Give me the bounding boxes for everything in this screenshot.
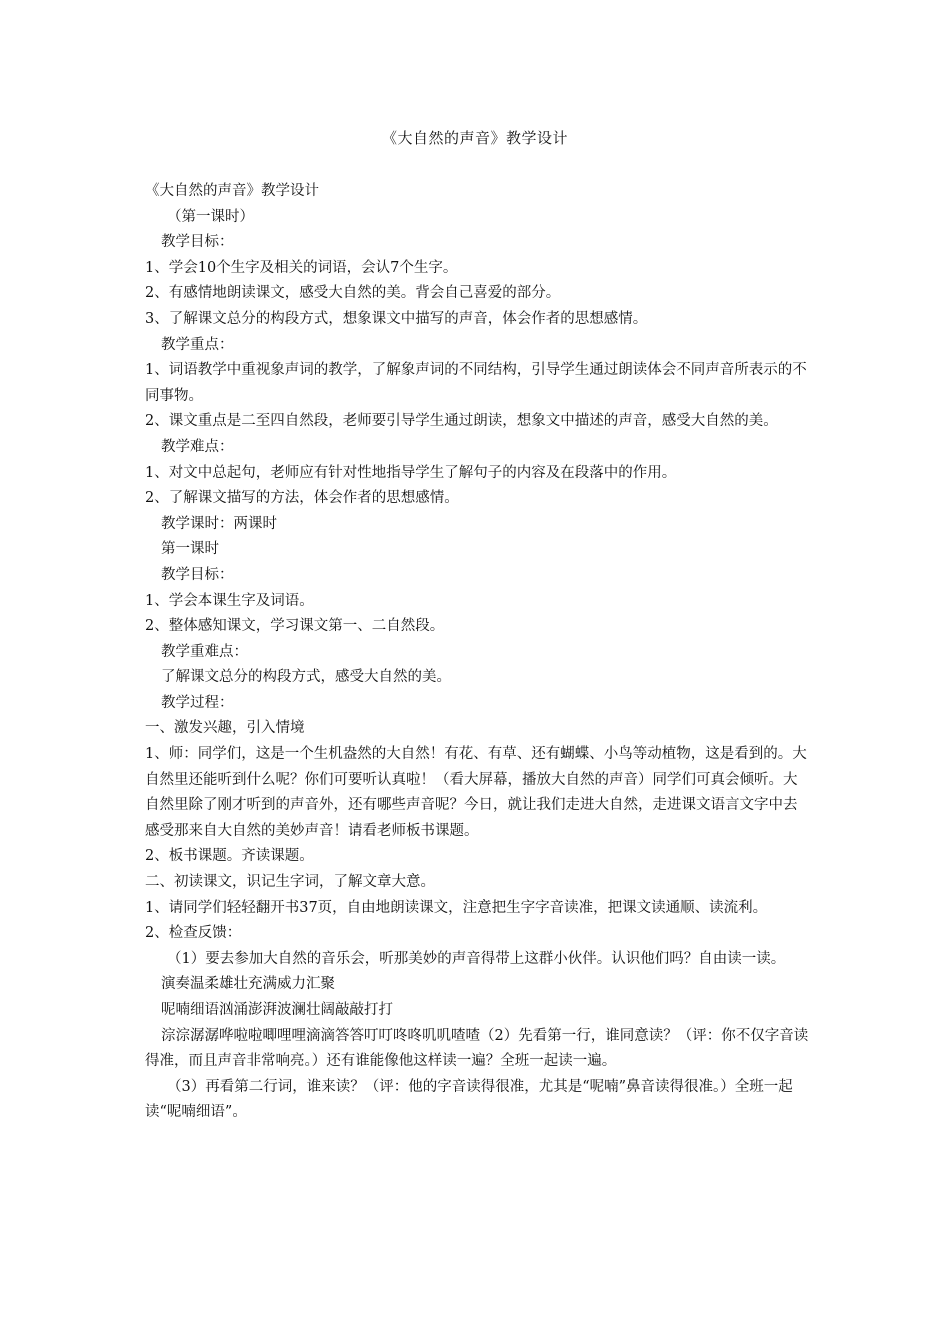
paragraph-class-hours: 教学课时：两课时 [161,515,277,532]
paragraph-goal-1: 1、学会10个生字及相关的词语，会认7个生字。 [145,259,458,276]
paragraph-key-difficulty: 了解课文总分的构段方式，感受大自然的美。 [161,669,451,686]
paragraph-difficulty-2: 2、了解课文描写的方法，体会作者的思想感情。 [145,490,459,507]
paragraph-read-aloud: 1、请同学们轻轻翻开书37页，自由地朗读课文，注意把生字字音读准，把课文读通顺、读流利。 [145,899,768,916]
document-title: 《大自然的声音》教学设计 [381,129,568,147]
paragraph-first-lesson: 第一课时 [161,541,219,558]
paragraph-step-1-heading: 一、激发兴趣，引入情境 [145,720,305,737]
paragraph-heading: 《大自然的声音》教学设计 [145,183,319,199]
paragraph-difficulties-heading: 教学难点： [161,438,234,455]
paragraph-feedback-1: （1）要去参加大自然的音乐会，听那美妙的声音得带上这群小伙伴。认识他们吗？自由读一读。 [167,950,786,967]
paragraph-lesson-goal-1: 1、学会本课生字及词语。 [145,592,314,609]
document-body [145,179,811,1126]
paragraph-goals-heading: 教学目标： [161,234,234,251]
paragraph-word-row-1: 演奏温柔雄壮充满威力汇聚 [161,976,335,993]
paragraph-goals-heading-2: 教学目标： [161,566,234,583]
paragraph-board-title: 2、板书课题。齐读课题。 [145,848,314,865]
paragraph-check-feedback: 2、检查反馈： [145,925,242,942]
paragraph-step-2-heading: 二、初读课文，识记生字词，了解文章大意。 [145,874,435,891]
paragraph-key-points-heading: 教学重点： [161,336,234,353]
paragraph-difficulty-1: 1、对文中总起句，老师应有针对性地指导学生了解句子的内容及在段落中的作用。 [145,464,677,481]
paragraph-process-heading: 教学过程： [161,694,234,711]
paragraph-key-difficulties-heading: 教学重难点： [161,643,248,660]
paragraph-feedback-3: （3）再看第二行词，谁来读？（评：他的字音读得很准，尤其是“呢喃”鼻音读得很准。）全班一起读“呢喃细语”。 [145,1078,793,1121]
paragraph-key-point-2: 2、课文重点是二至四自然段，老师要引导学生通过朗读，想象文中描述的声音，感受大自然的美。 [145,413,778,430]
paragraph-word-row-3: 淙淙潺潺哗啦啦唧哩哩滴滴答答叮叮咚咚叽叽喳喳（2）先看第一行，谁同意读？（评：你不仅字音读得准，而且声音非常响亮。）还有谁能像他这样读一遍？全班一起读一遍。 [145,1027,809,1070]
paragraph-key-point-1: 1、词语教学中重视象声词的教学，了解象声词的不同结构，引导学生通过朗读体会不同声音所表示的不同事物。 [145,362,807,404]
paragraph-goal-3: 3、了解课文总分的构段方式，想象课文中描写的声音，体会作者的思想感情。 [145,310,648,327]
paragraph-lesson-number: （第一课时） [167,208,254,225]
paragraph-lesson-goal-2: 2、整体感知课文，学习课文第一、二自然段。 [145,618,445,635]
paragraph-teacher-intro: 1、师：同学们，这是一个生机盎然的大自然！有花、有草、还有蝴蝶、小鸟等动植物，这是看到的。大自然里还能听到什么呢？你们可要听认真啦！（看大屏幕，播放大自然的声音）同学们可真会倾听。大自然里除了刚才听到的声音外，还有哪些声音呢？今日，就让我们走进大自然，走进课文语言文字中去感受那来自大自然的美妙声音！请看老师板书课题。 [145,746,807,839]
paragraph-goal-2: 2、有感情地朗读课文，感受大自然的美。背会自己喜爱的部分。 [145,285,561,302]
paragraph-word-row-2: 呢喃细语汹涌澎湃波澜壮阔敲敲打打 [161,1002,393,1018]
